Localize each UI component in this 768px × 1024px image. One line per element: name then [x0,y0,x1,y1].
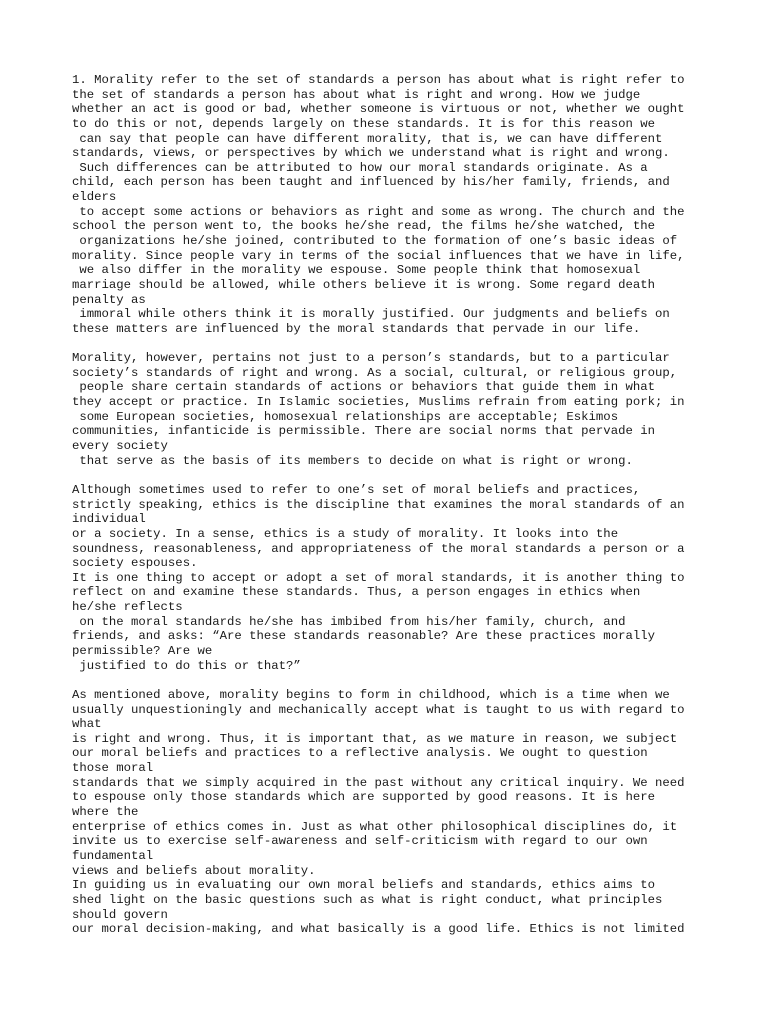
text-line: 1. Morality refer to the set of standards a person has about what is right refer to [72,73,685,87]
text-line: standards, views, or perspectives by which we understand what is right and wrong. [72,146,670,161]
text-line: our moral decision-making, and what basically is a good life. Ethics is not limited [72,922,685,937]
text-line: strictly speaking, ethics is the discipline that examines the moral standards of an [72,497,685,512]
text-line: views and beliefs about morality. [72,863,316,878]
text-line: every society [72,439,168,454]
text-line: to espouse only those standards which are supported by good reasons. It is here [72,790,655,805]
text-line: fundamental [72,848,154,863]
blank-line [72,468,732,483]
text-line: communities, infanticide is permissible. There are social norms that pervade in [72,424,655,439]
text-line: these matters are influenced by the moral standards that pervade in our life. [72,321,641,336]
text-line: As mentioned above, morality begins to form in childhood, which is a time when we [72,687,670,702]
text-line: to do this or not, depends largely on these standards. It is for this reason we [72,116,655,131]
text-line: society espouses. [72,556,198,571]
text-line: enterprise of ethics comes in. Just as what other philosophical disciplines do, it [72,819,678,834]
text-line: marriage should be allowed, while others believe it is wrong. Some regard death [72,277,655,292]
text-line: penalty as [72,292,146,307]
document-page [72,73,732,937]
text-line: Morality, however, pertains not just to a person’s standards, but to a particular [72,351,670,366]
text-line: should govern [72,907,168,922]
text-line: organizations he/she joined, contributed to the formation of one’s basic ideas of [72,234,678,249]
text-line: morality. Since people vary in terms of the social influences that we have in life, [72,248,685,263]
text-line: whether an act is good or bad, whether someone is virtuous or not, whether we ought [72,102,685,117]
text-line: our moral beliefs and practices to a reflective analysis. We ought to question [72,746,648,761]
text-line: soundness, reasonableness, and appropriateness of the moral standards a person or a [72,541,685,556]
text-line: to accept some actions or behaviors as right and some as wrong. The church and the [72,204,685,219]
text-line: that serve as the basis of its members to decide on what is right or wrong. [72,453,633,468]
blank-line [72,337,732,352]
text-line: invite us to exercise self-awareness and self-criticism with regard to our own [72,834,648,849]
text-line: elders [72,190,117,205]
text-line: school the person went to, the books he/she read, the films he/she watched, the [72,219,655,234]
text-line: where the [72,805,139,820]
text-line: standards that we simply acquired in the past without any critical inquiry. We need [72,775,685,790]
text-line: can say that people can have different morality, that is, we can have different [72,131,663,146]
text-line: or a society. In a sense, ethics is a study of morality. It looks into the [72,526,619,541]
text-line: on the moral standards he/she has imbibed from his/her family, church, and [72,614,626,629]
text-line: the set of standards a person has about what is right and wrong. How we judge [72,87,641,102]
text-line: Although sometimes used to refer to one’s set of moral beliefs and practices, [72,482,641,497]
text-line: It is one thing to accept or adopt a set of moral standards, it is another thing to [72,570,685,585]
text-line: we also differ in the morality we espouse. Some people think that homosexual [72,263,641,278]
text-line: permissible? Are we [72,643,213,658]
text-line: child, each person has been taught and influenced by his/her family, friends, and [72,175,670,190]
text-line: justified to do this or that?” [72,658,301,673]
text-line: individual [72,512,146,527]
text-line: shed light on the basic questions such as what is right conduct, what principles [72,892,663,907]
text-line: friends, and asks: “Are these standards reasonable? Are these practices morally [72,629,655,644]
text-line: Such differences can be attributed to how our moral standards originate. As a [72,160,648,175]
text-line: those moral [72,761,154,776]
text-line: people share certain standards of actions or behaviors that guide them in what [72,380,655,395]
text-line: some European societies, homosexual relationships are acceptable; Eskimos [72,409,619,424]
text-line: reflect on and examine these standards. Thus, a person engages in ethics when [72,585,641,600]
blank-line [72,673,732,688]
text-line: he/she reflects [72,600,183,615]
text-line: what [72,717,102,732]
text-line: they accept or practice. In Islamic societies, Muslims refrain from eating pork; in [72,395,685,410]
text-line: usually unquestioningly and mechanically accept what is taught to us with regard to [72,702,685,717]
text-line: is right and wrong. Thus, it is important that, as we mature in reason, we subject [72,731,678,746]
text-line: immoral while others think it is morally justified. Our judgments and beliefs on [72,307,670,322]
text-line: In guiding us in evaluating our own moral beliefs and standards, ethics aims to [72,878,655,893]
text-line: society’s standards of right and wrong. As a social, cultural, or religious group, [72,365,678,380]
